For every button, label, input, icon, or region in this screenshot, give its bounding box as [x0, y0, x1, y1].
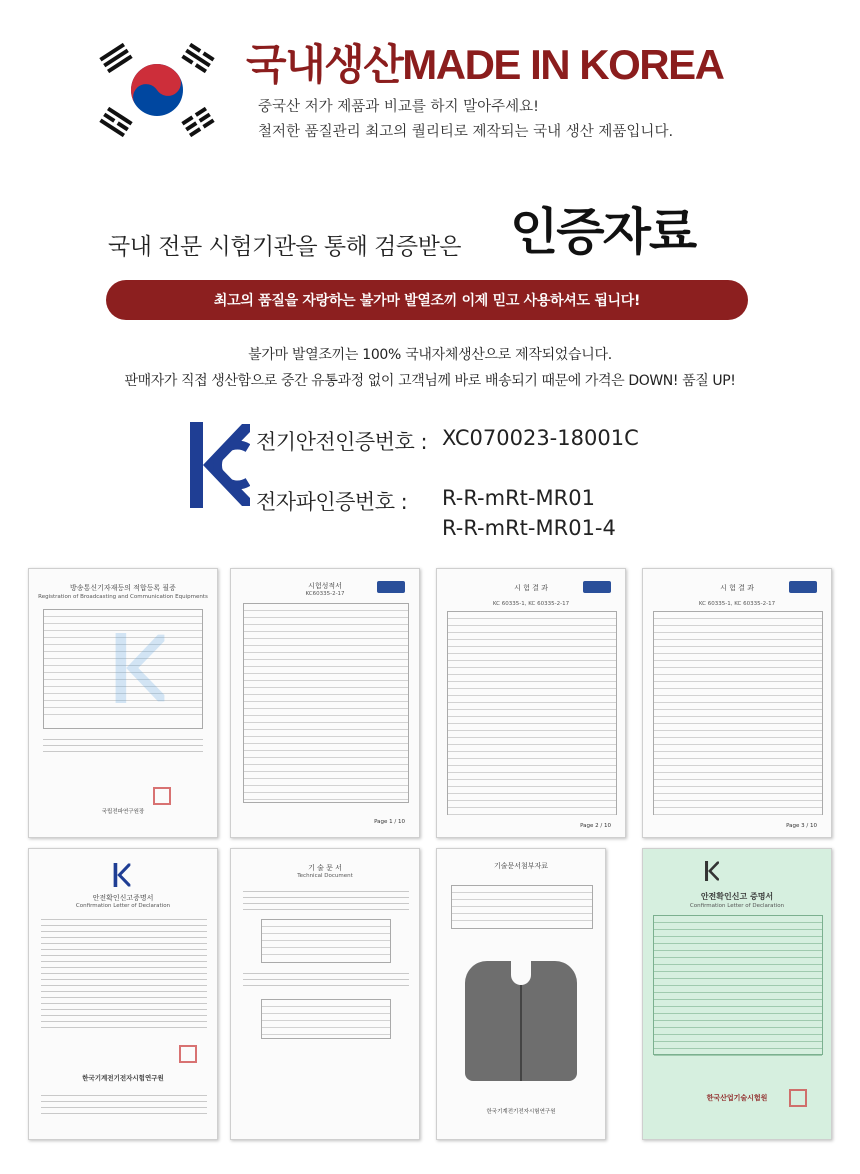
- vest-photo: [465, 961, 577, 1081]
- document-test-result-page-3: [642, 568, 832, 838]
- emc-cert-label: 전자파인증번호 :: [256, 490, 408, 514]
- document-text-lines-2: [243, 973, 409, 991]
- document-text-lines: [43, 739, 203, 757]
- document-subtitle: Confirmation Letter of Declaration: [689, 903, 785, 909]
- seal-stamp-icon: [153, 787, 171, 805]
- emc-cert-number-2: R-R-mRt-MR01-4: [442, 516, 616, 540]
- document-table: [243, 603, 409, 803]
- document-title: 방송통신기자재등의 적합등록 필증: [70, 584, 176, 592]
- document-ktl-declaration: [642, 848, 832, 1140]
- document-footer: 국립전파연구원장: [101, 809, 145, 815]
- headline-made-in-korea: 국내생산MADE IN KOREA: [246, 41, 724, 88]
- subtitle-line-2: 철저한 품질관리 최고의 퀄리티로 제작되는 국내 생산 제품입니다.: [258, 124, 674, 140]
- document-title: 안전확인신고증명서: [92, 894, 154, 902]
- electrical-safety-label: 전기안전인증번호 :: [256, 430, 428, 454]
- document-text-lines: [243, 891, 409, 915]
- seal-stamp-icon: [179, 1045, 197, 1063]
- document-subtitle: KC60335-2-17: [305, 591, 345, 597]
- electrical-safety-number: XC070023-18001C: [442, 426, 639, 450]
- document-footer: Page 1 / 10: [374, 819, 405, 825]
- document-text-lines: [41, 919, 207, 1033]
- document-title: 시험성적서: [308, 582, 342, 590]
- document-text-lines-bottom: [41, 1095, 207, 1119]
- document-table-2: [261, 999, 391, 1039]
- subtitle-line-1: 중국산 저가 제품과 비교를 하지 말아주세요!: [258, 99, 539, 115]
- document-table: [261, 919, 391, 963]
- document-subtitle: Registration of Broadcasting and Communication Equipments: [38, 594, 208, 600]
- document-subtitle: KC 60335-1, KC 60335-2-17: [698, 601, 776, 607]
- document-technical-document: [230, 848, 420, 1140]
- document-footer: Page 2 / 10: [580, 823, 611, 829]
- document-footer: 한국기계전기전자시험연구원: [486, 1109, 556, 1115]
- document-table: [653, 915, 823, 1055]
- kc-mark-small-icon: [705, 861, 719, 881]
- document-title: 시 험 결 과: [514, 584, 548, 592]
- document-technical-attachment: [436, 848, 606, 1140]
- emc-cert-number-1: R-R-mRt-MR01: [442, 486, 595, 510]
- document-subtitle: KC 60335-1, KC 60335-2-17: [492, 601, 570, 607]
- description-line-2: 판매자가 직접 생산함으로 중간 유통과정 없이 고객님께 바로 배송되기 때문에 가격은 DOWN! 품질 UP!: [124, 373, 736, 389]
- kc-mark-icon: [190, 422, 250, 508]
- document-footer: 한국기계전기전자시험연구원: [82, 1074, 164, 1082]
- quality-banner: [106, 280, 748, 320]
- care-label-box: [451, 885, 593, 929]
- document-registration-certificate: [28, 568, 218, 838]
- document-safety-declaration-ktc: [28, 848, 218, 1140]
- document-title: 안전확인신고 증명서: [700, 892, 774, 901]
- document-subtitle: Confirmation Letter of Declaration: [75, 903, 171, 909]
- document-title: 기 술 문 서: [308, 864, 342, 872]
- document-title: 기술문서첨부자료: [493, 862, 549, 870]
- certification-lead-text: 국내 전문 시험기관을 통해 검증받은: [108, 234, 462, 260]
- kc-mark-small-icon: [113, 863, 131, 887]
- document-test-report: [230, 568, 420, 838]
- document-table: [447, 611, 617, 815]
- document-footer: Page 3 / 10: [786, 823, 817, 829]
- banner-text: 최고의 품질을 자랑하는 불가마 발열조끼 이제 믿고 사용하셔도 됩니다!: [213, 293, 641, 309]
- document-footer: 한국산업기술시험원: [706, 1094, 768, 1102]
- document-table: [653, 611, 823, 815]
- document-title: 시 험 결 과: [720, 584, 754, 592]
- document-subtitle: Technical Document: [297, 873, 353, 879]
- description-line-1: 불가마 발열조끼는 100% 국내자체생산으로 제작되었습니다.: [248, 347, 612, 363]
- certification-title: 인증자료: [510, 203, 696, 261]
- kc-watermark-icon: [115, 633, 165, 703]
- korean-flag-icon: [92, 36, 222, 144]
- document-test-result-page-2: [436, 568, 626, 838]
